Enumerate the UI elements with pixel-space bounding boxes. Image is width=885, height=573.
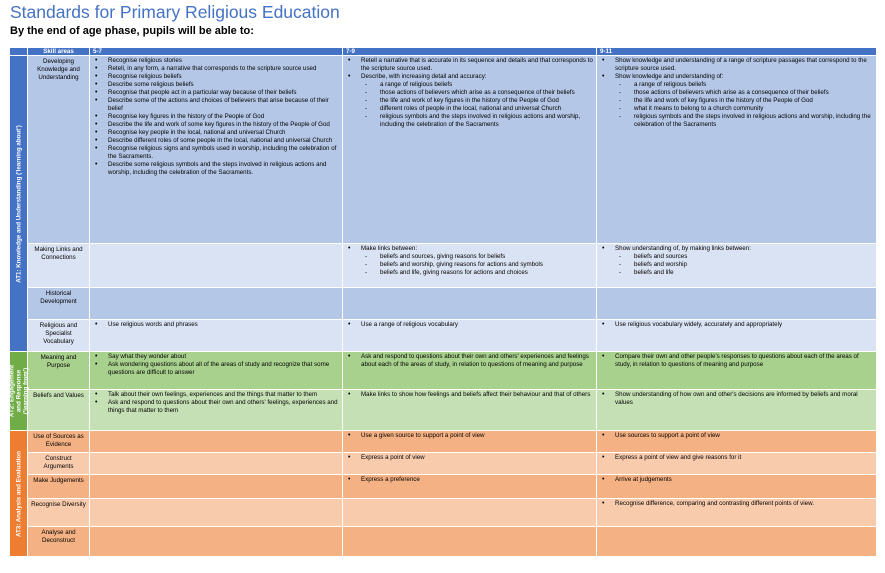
list-item: • Retell, in any form, a narrative that corresponds to the scripture source used — [93, 65, 339, 73]
list-item: • Use religious vocabulary widely, accurately and appropriately — [600, 321, 873, 329]
cell-r11-9-11 — [597, 527, 877, 557]
table-row — [10, 475, 877, 499]
cell-r6-9-11 — [597, 390, 877, 431]
sub-list-item: - beliefs and sources, giving reasons for beliefs — [346, 253, 593, 261]
list-item: • Show understanding of how own and other's decisions are informed by beliefs and moral values — [600, 391, 873, 407]
list-item: • Use a range of religious vocabulary — [346, 321, 593, 329]
list-item: • Express a point of view — [346, 454, 593, 462]
list-item: • Use sources to support a point of view — [600, 432, 873, 440]
cell-r11-5-7 — [90, 527, 343, 557]
cell-r1-9-11 — [597, 56, 877, 244]
list-item: • Describe the life and work of some key figures in the history of the People of God — [93, 121, 339, 129]
header-skill-areas: Skill areas — [28, 48, 90, 56]
table-row — [10, 288, 877, 320]
sub-list-item: - beliefs and worship — [600, 261, 873, 269]
sub-list-item: - religious symbols and the steps involved in religious actions and worship, including the celebration of the Sacraments — [600, 113, 873, 129]
list-item: • Make links to show how feelings and beliefs affect their behaviour and that of others — [346, 391, 593, 399]
skill-area-construct-arguments: Construct Arguments — [28, 453, 90, 475]
sub-list-item: - a range of religious beliefs — [600, 81, 873, 89]
sub-list-item: - the life and work of key figures in the history of the People of God — [600, 97, 873, 105]
sub-list-item: - religious symbols and the steps involved in religious actions and worship, including the celebration of the Sacraments — [346, 113, 593, 129]
list-item: • Describe some religious beliefs — [93, 81, 339, 89]
list-item: • Say what they wonder about — [93, 353, 339, 361]
list-item: • Describe some religious symbols and the steps involved in religious actions and worship, including the celebration of the Sacraments. — [93, 161, 339, 177]
cell-r6-5-7 — [90, 390, 343, 431]
cell-r9-7-9 — [343, 475, 597, 499]
table-row — [10, 431, 877, 453]
header-age-7-9: 7-9 — [343, 48, 597, 56]
cell-r9-9-11 — [597, 475, 877, 499]
section-at3-label: AT3: Analysis and Evaluation — [10, 431, 28, 557]
sub-list-item: - those actions of believers which arise as a consequence of their beliefs — [600, 89, 873, 97]
skill-area-analyse-deconstruct: Analyse and Deconstruct — [28, 527, 90, 557]
sub-list-item: - beliefs and life — [600, 269, 873, 277]
cell-r7-5-7 — [90, 431, 343, 453]
skill-area-historical-development: Historical Development — [28, 288, 90, 320]
table-row — [10, 244, 877, 288]
sub-list-item: - beliefs and life, giving reasons for actions and choices — [346, 269, 593, 277]
cell-r7-7-9 — [343, 431, 597, 453]
cell-r4-5-7 — [90, 320, 343, 352]
list-item: • Recognise key people in the local, national and universal Church — [93, 129, 339, 137]
list-item: • Recognise difference, comparing and contrasting different points of view. — [600, 500, 873, 508]
table-row — [10, 352, 877, 390]
skill-area-sources-evidence: Use of Sources as Evidence — [28, 431, 90, 453]
table-row — [10, 390, 877, 431]
list-item: • Show knowledge and understanding of a range of scripture passages that correspond to the scripture source used. — [600, 57, 873, 73]
cell-r7-9-11 — [597, 431, 877, 453]
list-item: • Ask and respond to questions about their own and others' experiences and feelings about each of the areas of study, in relation to questions of meaning and purpose — [346, 353, 593, 369]
header-corner — [10, 48, 28, 56]
header-age-9-11: 9-11 — [597, 48, 877, 56]
skill-area-meaning-purpose: Meaning and Purpose — [28, 352, 90, 390]
cell-r8-5-7 — [90, 453, 343, 475]
cell-r8-9-11 — [597, 453, 877, 475]
section-at2-label: AT2: Engagement and Response ('learning from') — [10, 352, 28, 431]
list-item: • Recognise religious beliefs — [93, 73, 339, 81]
cell-r3-5-7 — [90, 288, 343, 320]
standards-table — [9, 47, 877, 557]
cell-r2-9-11 — [597, 244, 877, 288]
cell-r3-9-11 — [597, 288, 877, 320]
list-item: • Show knowledge and understanding of: — [600, 73, 873, 81]
list-item: • Express a point of view and give reasons for it — [600, 454, 873, 462]
sub-list-item: - those actions of believers which arise as a consequence of their beliefs — [346, 89, 593, 97]
list-item: • Recognise religious signs and symbols used in worship, including the celebration of the Sacraments. — [93, 145, 339, 161]
table-row — [10, 56, 877, 244]
list-item: • Describe different roles of some people in the local, national and universal Church — [93, 137, 339, 145]
table-row — [10, 320, 877, 352]
header-row — [10, 48, 877, 56]
list-item: • Recognise that people act in a particular way because of their beliefs — [93, 89, 339, 97]
sub-list-item: - different roles of people in the local, national and universal Church — [346, 105, 593, 113]
skill-area-beliefs-values: Beliefs and Values — [28, 390, 90, 431]
list-item: • Recognise key figures in the history of the People of God — [93, 113, 339, 121]
sub-list-item: - beliefs and worship, giving reasons for actions and symbols — [346, 261, 593, 269]
list-item: • Use a given source to support a point of view — [346, 432, 593, 440]
page-subtitle: By the end of age phase, pupils will be able to: — [10, 25, 254, 37]
list-item: • Ask and respond to questions about their own and others' feelings, experiences and things that matter to them — [93, 399, 339, 415]
cell-r8-7-9 — [343, 453, 597, 475]
cell-r11-7-9 — [343, 527, 597, 557]
cell-r2-5-7 — [90, 244, 343, 288]
list-item: • Retell a narrative that is accurate in its sequence and details and that corresponds to the scripture source used. — [346, 57, 593, 73]
cell-r5-5-7 — [90, 352, 343, 390]
list-item: • Make links between: — [346, 245, 593, 253]
list-item: • Recognise religious stories — [93, 57, 339, 65]
sub-list-item: - a range of religious beliefs — [346, 81, 593, 89]
list-item: • Arrive at judgements — [600, 476, 873, 484]
cell-r4-7-9 — [343, 320, 597, 352]
list-item: • Describe some of the actions and choices of believers that arise because of their belief — [93, 97, 339, 113]
cell-r10-5-7 — [90, 499, 343, 527]
cell-r10-7-9 — [343, 499, 597, 527]
list-item: • Express a preference — [346, 476, 593, 484]
cell-r1-7-9 — [343, 56, 597, 244]
cell-r5-7-9 — [343, 352, 597, 390]
list-item: • Use religious words and phrases — [93, 321, 339, 329]
skill-area-religious-vocabulary: Religious and Specialist Vocabulary — [28, 320, 90, 352]
cell-r3-7-9 — [343, 288, 597, 320]
cell-r6-7-9 — [343, 390, 597, 431]
list-item: • Describe, with increasing detail and accuracy: — [346, 73, 593, 81]
list-item: • Talk about their own feelings, experiences and the things that matter to them — [93, 391, 339, 399]
cell-r9-5-7 — [90, 475, 343, 499]
cell-r10-9-11 — [597, 499, 877, 527]
sub-list-item: - what it means to belong to a church community — [600, 105, 873, 113]
cell-r2-7-9 — [343, 244, 597, 288]
header-age-5-7: 5-7 — [90, 48, 343, 56]
cell-r4-9-11 — [597, 320, 877, 352]
section-at1-label: AT1: Knowledge and Understanding ('learning about') — [10, 56, 28, 352]
page-title: Standards for Primary Religious Education — [10, 2, 340, 22]
table-row — [10, 453, 877, 475]
table-row — [10, 527, 877, 557]
skill-area-making-links: Making Links and Connections — [28, 244, 90, 288]
cell-r5-9-11 — [597, 352, 877, 390]
skill-area-developing-knowledge: Developing Knowledge and Understanding — [28, 56, 90, 244]
cell-r1-5-7 — [90, 56, 343, 244]
table-row — [10, 499, 877, 527]
list-item: • Show understanding of, by making links between: — [600, 245, 873, 253]
sub-list-item: - the life and work of key figures in the history of the People of God — [346, 97, 593, 105]
sub-list-item: - beliefs and sources — [600, 253, 873, 261]
skill-area-recognise-diversity: Recognise Diversity — [28, 499, 90, 527]
list-item: • Ask wondering questions about all of the areas of study and recognize that some questions are difficult to answer — [93, 361, 339, 377]
skill-area-make-judgements: Make Judgements — [28, 475, 90, 499]
list-item: • Compare their own and other people's responses to questions about each of the areas of study, in relation to questions of meaning and purpose — [600, 353, 873, 369]
